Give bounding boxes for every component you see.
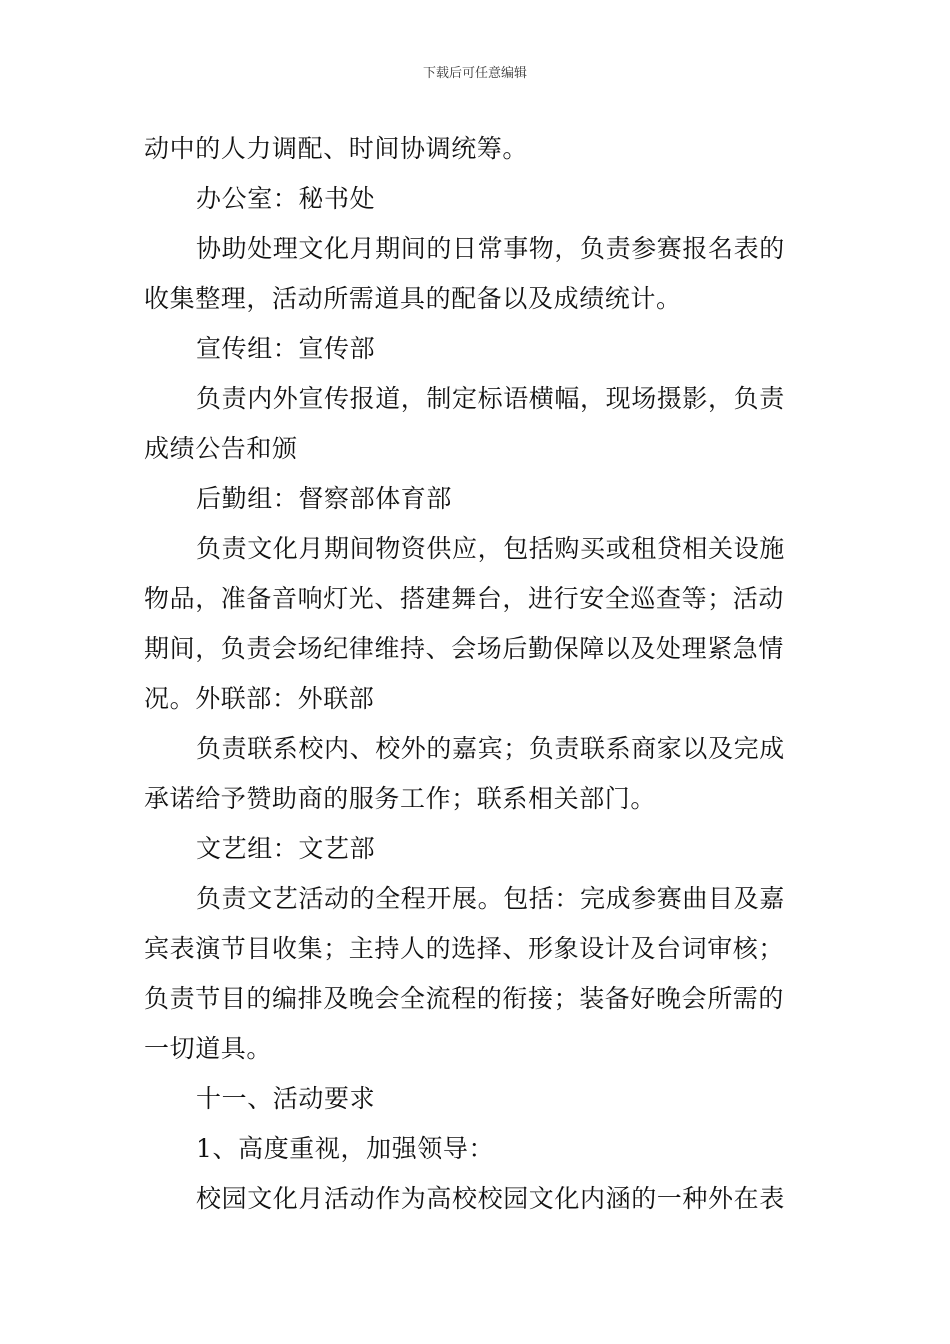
text-line-17: 宾表演节目收集；主持人的选择、形象设计及台词审核； [144,934,785,963]
text-line-2: 办公室：秘书处 [196,184,376,213]
text-line-13: 负责联系校内、校外的嘉宾；负责联系商家以及完成 [196,734,785,763]
subheading-item-1: 1、高度重视，加强领导： [196,1134,495,1163]
text-line-4: 收集整理，活动所需道具的配备以及成绩统计。 [144,284,682,313]
text-line-15: 文艺组：文艺部 [196,834,376,863]
text-line-1: 动中的人力调配、时间协调统筹。 [144,134,529,163]
text-line-16: 负责文艺活动的全程开展。包括：完成参赛曲目及嘉 [196,884,785,913]
text-line-14: 承诺给予赞助商的服务工作；联系相关部门。 [144,784,657,813]
text-line-9: 负责文化月期间物资供应，包括购买或租贷相关设施 [196,534,785,563]
text-line-19: 一切道具。 [144,1034,273,1063]
text-line-22: 校园文化月活动作为高校校园文化内涵的一种外在表 [196,1184,785,1213]
page-header-note: 下载后可任意编辑 [422,66,527,81]
text-line-10: 物品，准备音响灯光、搭建舞台，进行安全巡查等；活动 [144,584,785,613]
text-line-7: 成绩公告和颁 [144,434,298,463]
document-body [144,124,808,1224]
text-line-12: 况。外联部：外联部 [144,684,375,713]
text-line-5: 宣传组：宣传部 [196,334,376,363]
text-line-18: 负责节目的编排及晚会全流程的衔接；装备好晚会所需的 [144,984,785,1013]
text-line-3: 协助处理文化月期间的日常事物，负责参赛报名表的 [196,234,785,263]
text-line-6: 负责内外宣传报道，制定标语横幅，现场摄影，负责 [196,384,785,413]
section-heading-activity-requirements: 十一、活动要求 [196,1084,376,1113]
text-line-8: 后勤组：督察部体育部 [196,484,453,513]
text-line-11: 期间，负责会场纪律维持、会场后勤保障以及处理紧急情 [144,634,785,663]
